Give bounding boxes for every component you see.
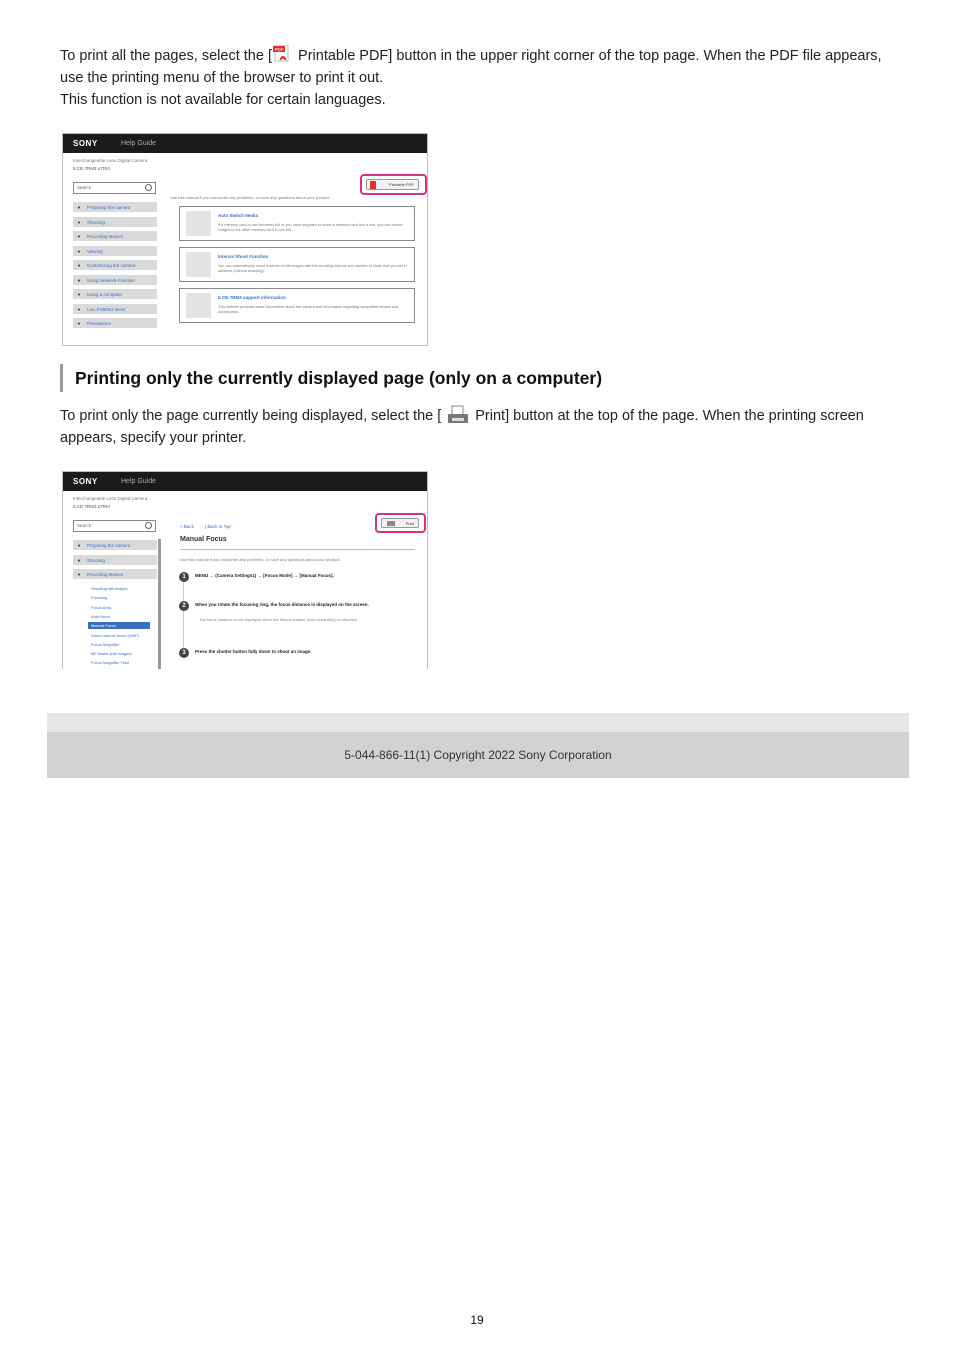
back-link[interactable]: < Back: [180, 524, 194, 529]
copyright-text: 5-044-866-11(1) Copyright 2022 Sony Corporation: [344, 748, 612, 762]
printable-pdf-button[interactable]: [366, 179, 419, 190]
section-paragraph: [60, 405, 900, 449]
search-placeholder: Search: [77, 523, 92, 528]
sidebar-menu-item[interactable]: ▼ Preparing the camera: [73, 540, 157, 551]
footer-band: [47, 713, 909, 732]
intro-text-part1: To print all the pages, select the [: [60, 48, 272, 64]
camera-subtitle: Interchangeable Lens Digital Camera: [73, 496, 148, 501]
topic-thumbnail: [186, 293, 211, 318]
sidebar-menu-item[interactable]: ▼ Recording Movies: [73, 569, 157, 580]
camera-model: ILCE-7RM3 α7RIII: [73, 166, 110, 171]
step-note: The focus distance is not displayed when the Mount Adaptor (sold separately) is attached.: [199, 617, 358, 622]
sidebar-menu-item[interactable]: ▼ Viewing: [73, 246, 157, 257]
section-text-part2: Print] button at the top of the page. When the printing screen appears, specify your printer.: [60, 408, 864, 446]
steps-line: [183, 582, 184, 657]
search-placeholder: Search: [77, 185, 92, 190]
sidebar-scrollbar[interactable]: [158, 539, 161, 669]
topic-title[interactable]: Interval Shoot Function: [218, 254, 269, 259]
sidebar-subitem[interactable]: Direct manual focus (DMF): [91, 632, 139, 638]
sidebar-subitem[interactable]: Focusing: [91, 595, 108, 601]
pdf-icon: [370, 181, 376, 189]
camera-model: ILCE-7RM3 α7RIII: [73, 504, 110, 509]
sidebar-menu-item[interactable]: ▼ Using a computer: [73, 289, 157, 300]
help-guide-title: Help Guide: [121, 140, 157, 147]
topic-card[interactable]: [179, 288, 415, 323]
search-icon: [145, 522, 152, 529]
step-number: 3: [179, 648, 189, 658]
section-heading: Printing only the currently displayed page (only on a computer): [60, 364, 900, 392]
intro-paragraph: [60, 45, 900, 111]
page-title: Manual Focus: [180, 536, 227, 543]
intro-text-part2: Printable PDF] button in the upper right corner of the top page. When the PDF file appears, use the printing menu of the browser to print it out.: [60, 48, 882, 86]
screenshot-top-page: [62, 133, 428, 346]
sidebar-menu-item[interactable]: ▼ Shooting: [73, 555, 157, 566]
search-input[interactable]: [73, 182, 156, 194]
topic-title[interactable]: Auto Switch Media: [218, 213, 259, 218]
sidebar-menu-item[interactable]: ▼ List of MENU items: [73, 304, 157, 315]
step-text: When you rotate the focusing ring, the focus distance is displayed on the screen.: [195, 602, 369, 607]
topic-description: If a memory card in use becomes full or you have forgotten to insert a memory card into a slot, you can record images to the other memory card in use full.: [218, 223, 403, 232]
step-number: 2: [179, 601, 189, 611]
sidebar-menu-item[interactable]: ▼ Customizing the camera: [73, 260, 157, 271]
sidebar-subitem[interactable]: Shooting still images: [91, 586, 128, 591]
sidebar-subitem[interactable]: Focus Magnifier: [91, 641, 120, 647]
sidebar-menu-item[interactable]: ▼ Recording Movies: [73, 231, 157, 242]
help-guide-title: Help Guide: [121, 478, 157, 485]
search-icon: [145, 184, 152, 191]
topic-card[interactable]: [179, 206, 415, 241]
printer-icon: [445, 405, 471, 425]
intro-note: This function is not available for certain languages.: [60, 92, 386, 108]
camera-subtitle: Interchangeable Lens Digital Camera: [73, 158, 148, 163]
topic-thumbnail: [186, 252, 211, 277]
footer: [47, 732, 909, 778]
sidebar-subitem[interactable]: Focus Area: [91, 604, 112, 610]
sidebar-menu-item[interactable]: ▼ Precautions: [73, 318, 157, 329]
topic-title[interactable]: ILCE-7RM3 support information: [218, 295, 286, 300]
sidebar-subitem[interactable]: Auto focus: [91, 613, 110, 619]
step-text: Press the shutter button fully down to shoot an image.: [195, 649, 312, 654]
sony-logo: SONY: [73, 139, 98, 148]
print-label: Print: [405, 521, 414, 526]
printer-icon: [387, 521, 395, 526]
print-button[interactable]: [381, 518, 419, 528]
manual-intro: Use this manual if you encounter any problems, or have any questions about your product.: [180, 557, 341, 562]
topic-description: This website provides basic information about the camera and information regarding compatible lenses and accessories.: [218, 305, 399, 314]
step-number: 1: [179, 572, 189, 582]
printable-pdf-label: Printable PDF: [389, 182, 414, 187]
sidebar-subitem-selected[interactable]: Manual Focus: [88, 622, 150, 629]
back-label: Back: [183, 524, 194, 529]
help-guide-header: [63, 472, 427, 491]
topic-description: You can automatically shoot a series of still images with the shooting interval and number of shots that you set in advance (interval shooting).: [218, 264, 407, 273]
sidebar-subitem[interactable]: MF Assist (still images): [91, 651, 132, 657]
topic-card[interactable]: [179, 247, 415, 282]
manual-intro: Use this manual if you encounter any problems, or have any questions about your product.: [170, 195, 331, 200]
sidebar-menu-item[interactable]: ▼ Using Network Function: [73, 275, 157, 286]
screenshot-manual-focus-page: [62, 471, 428, 669]
sidebar-menu-item[interactable]: ▼ Shooting: [73, 217, 157, 228]
sony-logo: SONY: [73, 477, 98, 486]
sidebar-subitem[interactable]: Focus Magnifier Time: [91, 660, 130, 666]
search-input[interactable]: [73, 520, 156, 532]
topic-thumbnail: [186, 211, 211, 236]
step-text: MENU → (Camera Settings1) → [Focus Mode] → [Manual Focus].: [195, 573, 334, 578]
title-divider: [180, 549, 415, 550]
help-guide-header: [63, 134, 427, 153]
back-to-top-label: Back to Top: [207, 524, 231, 529]
pdf-icon: [272, 45, 294, 63]
section-text-part1: To print only the page currently being displayed, select the [: [60, 408, 442, 424]
svg-text:PDF: PDF: [274, 47, 284, 52]
page-number: 19: [470, 1313, 484, 1327]
sidebar-menu-item[interactable]: ▼ Preparing the camera: [73, 202, 157, 213]
back-to-top-link[interactable]: | Back to Top: [205, 524, 231, 529]
